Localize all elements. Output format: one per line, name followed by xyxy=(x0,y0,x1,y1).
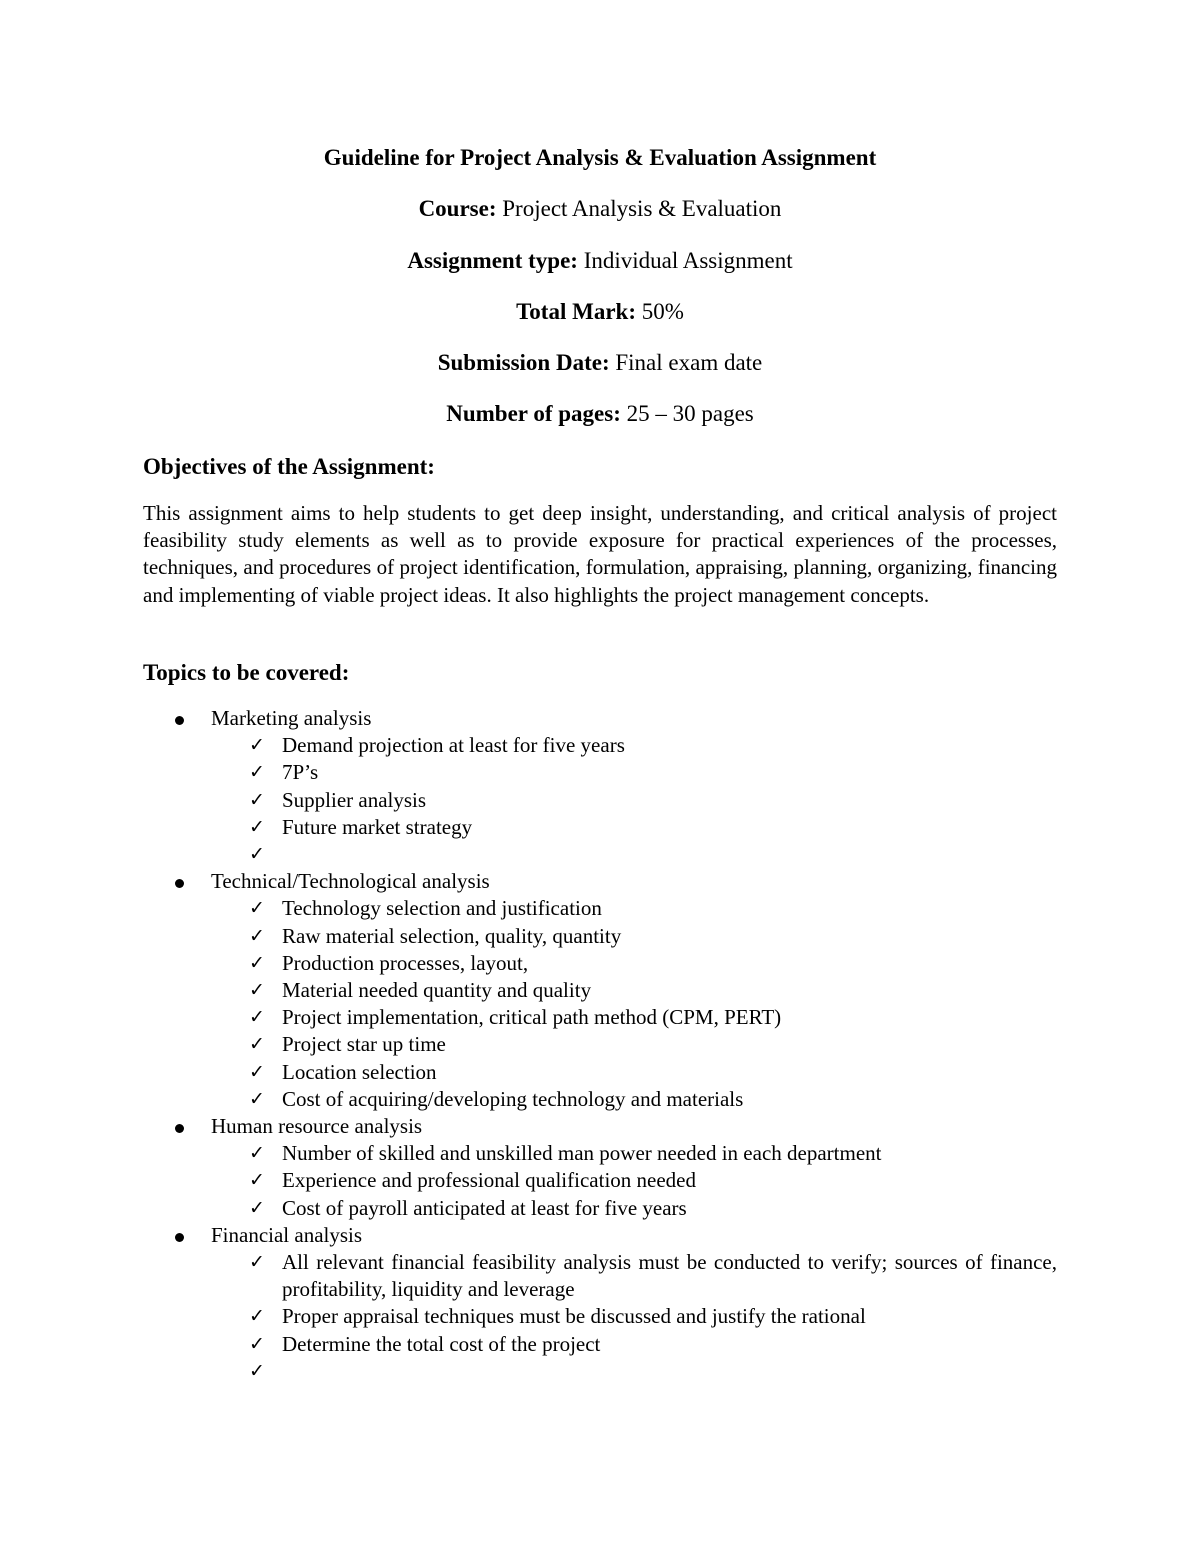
subtopic-list xyxy=(211,1249,1200,1385)
subtopic-text: 7P’s xyxy=(282,760,319,785)
subtopic-item xyxy=(0,1358,1057,1385)
subtopic-item xyxy=(0,1249,1057,1303)
meta-value: Final exam date xyxy=(609,350,763,375)
topic-label: Financial analysis xyxy=(211,1222,363,1247)
subtopic-item xyxy=(0,1059,1057,1086)
subtopic-text: Proper appraisal techniques must be discussed and justify the rational xyxy=(282,1304,866,1329)
topic-item xyxy=(0,1222,1200,1385)
meta-label: Submission Date xyxy=(437,350,602,375)
subtopic-text: Future market strategy xyxy=(282,814,473,839)
topics-heading: Topics to be covered: xyxy=(143,660,350,685)
subtopic-text: Technology selection and justification xyxy=(282,896,602,921)
meta-number-of-pages: Number of pages: 25 – 30 pages xyxy=(446,401,754,426)
meta-course: Course: Project Analysis & Evaluation xyxy=(418,196,782,221)
meta-value: Project Analysis & Evaluation xyxy=(496,196,782,221)
meta-label: Assignment type xyxy=(407,248,571,273)
checkmark-icon: ✓ xyxy=(249,1196,265,1219)
subtopic-text: Demand projection at least for five years xyxy=(282,733,625,758)
bullet-icon xyxy=(175,1124,184,1133)
document-title: Guideline for Project Analysis & Evaluation Assignment xyxy=(323,145,877,170)
bullet-icon xyxy=(175,716,184,725)
subtopic-text: Supplier analysis xyxy=(282,787,427,812)
subtopic-item xyxy=(0,1031,1057,1058)
subtopic-text: Material needed quantity and quality xyxy=(282,978,592,1003)
subtopic-item xyxy=(0,732,1057,759)
checkmark-icon: ✓ xyxy=(249,1006,265,1029)
topic-item xyxy=(0,705,1200,868)
subtopic-text: All relevant financial feasibility analysis must be conducted to verify; sources of finance, profitability, liquidity and leverage xyxy=(282,1250,1057,1302)
checkmark-icon: ✓ xyxy=(249,788,265,811)
objectives-paragraph: This assignment aims to help students to get deep insight, understanding, and critical analysis of project feasibility study elements as well as to provide exposure for practical experiences of the processes, techniques, and procedures of project identification, formulation, appraising, planning, organizing, financing and implementing of viable project ideas. It also highlights the project management concepts. xyxy=(143,501,1057,607)
objectives-heading: Objectives of the Assignment: xyxy=(143,454,435,479)
subtopic-item xyxy=(0,1167,1057,1194)
subtopic-item xyxy=(0,759,1057,786)
subtopic-text: Production processes, layout, xyxy=(282,950,529,975)
checkmark-icon: ✓ xyxy=(249,1305,265,1328)
subtopic-item xyxy=(0,1303,1057,1330)
subtopic-item xyxy=(0,1195,1057,1222)
subtopic-item xyxy=(0,895,1057,922)
topic-label: Human resource analysis xyxy=(211,1114,423,1139)
subtopic-item xyxy=(0,841,1057,868)
checkmark-icon: ✓ xyxy=(249,1359,265,1382)
meta-value: Individual Assignment xyxy=(577,248,793,273)
meta-label: Number of pages xyxy=(446,401,614,426)
meta-label: Total Mark xyxy=(516,299,629,324)
subtopic-item xyxy=(0,977,1057,1004)
subtopic-item xyxy=(0,1086,1057,1113)
topic-label: Marketing analysis xyxy=(211,706,372,730)
checkmark-icon: ✓ xyxy=(249,924,265,947)
subtopic-list xyxy=(211,732,1200,868)
subtopic-item xyxy=(0,814,1057,841)
subtopic-item xyxy=(0,923,1057,950)
topic-item xyxy=(0,1113,1200,1222)
subtopic-item xyxy=(0,950,1057,977)
meta-submission-date: Submission Date: Final exam date xyxy=(437,350,763,375)
subtopic-text: Determine the total cost of the project xyxy=(282,1331,601,1356)
checkmark-icon: ✓ xyxy=(249,1087,265,1110)
checkmark-icon: ✓ xyxy=(249,1169,265,1192)
meta-assignment-type: Assignment type: Individual Assignment xyxy=(407,248,793,273)
meta-total-mark: Total Mark: 50% xyxy=(516,299,684,324)
checkmark-icon: ✓ xyxy=(249,1251,265,1274)
subtopic-list xyxy=(211,1140,1200,1222)
checkmark-icon: ✓ xyxy=(249,1033,265,1056)
topics-list xyxy=(0,705,1200,1385)
subtopic-text: Number of skilled and unskilled man power needed in each department xyxy=(282,1141,882,1166)
subtopic-text: Cost of acquiring/developing technology and materials xyxy=(282,1086,744,1111)
subtopic-list xyxy=(211,895,1200,1113)
checkmark-icon: ✓ xyxy=(249,1142,265,1165)
meta-label: Course xyxy=(418,196,489,221)
checkmark-icon: ✓ xyxy=(249,1060,265,1083)
subtopic-text: Project star up time xyxy=(282,1032,446,1057)
subtopic-item xyxy=(0,1140,1057,1167)
checkmark-icon: ✓ xyxy=(249,761,265,784)
checkmark-icon: ✓ xyxy=(249,734,265,757)
subtopic-item xyxy=(0,1331,1057,1358)
subtopic-text: Project implementation, critical path method (CPM, PERT) xyxy=(282,1005,782,1030)
checkmark-icon: ✓ xyxy=(249,843,265,866)
checkmark-icon: ✓ xyxy=(249,979,265,1002)
checkmark-icon: ✓ xyxy=(249,951,265,974)
bullet-icon xyxy=(175,1233,184,1242)
subtopic-text: Cost of payroll anticipated at least for five years xyxy=(282,1195,687,1220)
subtopic-item xyxy=(0,1004,1057,1031)
checkmark-icon: ✓ xyxy=(249,897,265,920)
subtopic-text: Experience and professional qualification needed xyxy=(282,1168,696,1193)
meta-value: 50% xyxy=(636,299,684,324)
topic-label: Technical/Technological analysis xyxy=(211,869,490,894)
meta-value: 25 – 30 pages xyxy=(620,401,754,426)
checkmark-icon: ✓ xyxy=(249,1332,265,1355)
subtopic-text: Location selection xyxy=(282,1059,437,1084)
topic-item xyxy=(0,868,1200,1113)
subtopic-item xyxy=(0,787,1057,814)
subtopic-text: Raw material selection, quality, quantity xyxy=(282,923,622,948)
checkmark-icon: ✓ xyxy=(249,815,265,838)
bullet-icon xyxy=(175,879,184,888)
